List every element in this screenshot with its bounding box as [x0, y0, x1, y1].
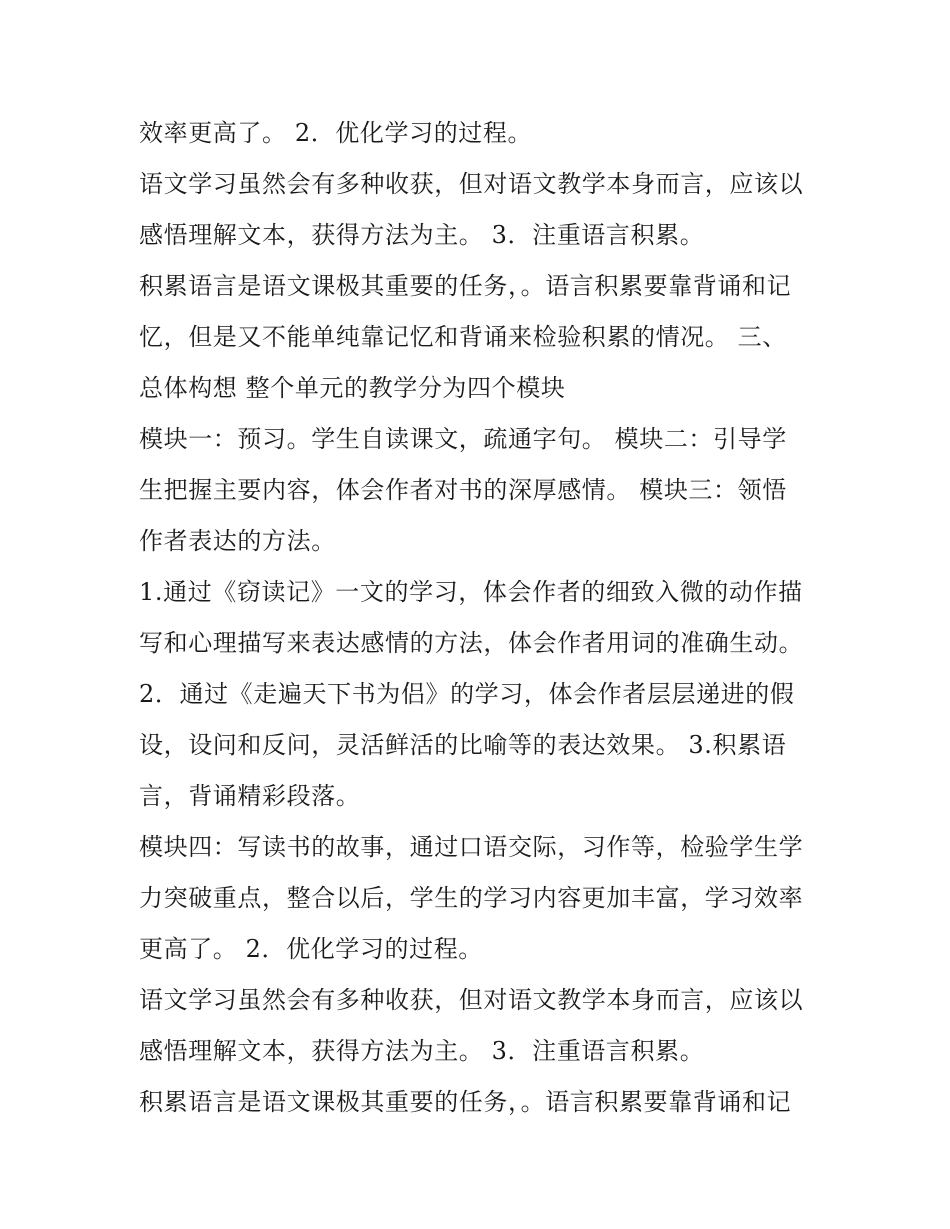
text-line: 积累语言是语文课极其重要的任务，。语言积累要靠背诵和记	[139, 272, 792, 300]
text-line: 总体构想 整个单元的教学分为四个模块	[139, 374, 566, 402]
text-line: 1.通过《窃读记》一文的学习，体会作者的细致入微的动作描	[139, 578, 803, 606]
text-line: 忆，但是又不能单纯靠记忆和背诵来检验积累的情况。 三、	[139, 323, 787, 351]
text-line: 效率更高了。 2．优化学习的过程。	[139, 119, 533, 147]
text-line: 作者表达的方法。	[139, 527, 336, 555]
text-line: 模块四：写读书的故事，通过口语交际，习作等，检验学生学	[139, 833, 804, 861]
text-line: 写和心理描写来表达感情的方法，体会作者用词的准确生动。	[139, 629, 804, 657]
document-body	[139, 108, 829, 1128]
text-line: 积累语言是语文课极其重要的任务，。语言积累要靠背诵和记	[139, 1088, 792, 1116]
text-line: 2．通过《走遍天下书为侣》的学习，体会作者层层递进的假	[139, 680, 795, 708]
text-line: 感悟理解文本，获得方法为主。 3．注重语言积累。	[139, 1037, 705, 1065]
text-line: 感悟理解文本，获得方法为主。 3．注重语言积累。	[139, 221, 705, 249]
text-line: 力突破重点，整合以后，学生的学习内容更加丰富，学习效率	[139, 884, 804, 912]
text-line: 更高了。 2．优化学习的过程。	[139, 935, 483, 963]
text-line: 生把握主要内容，体会作者对书的深厚感情。 模块三：领悟	[139, 476, 787, 504]
text-line: 语文学习虽然会有多种收获，但对语文教学本身而言，应该以	[139, 170, 804, 198]
text-line: 模块一：预习。学生自读课文，疏通字句。 模块二：引导学	[139, 425, 787, 453]
text-line: 言，背诵精彩段落。	[139, 782, 361, 810]
text-line: 设，设问和反问，灵活鲜活的比喻等的表达效果。 3.积累语	[139, 731, 787, 759]
text-line: 语文学习虽然会有多种收获，但对语文教学本身而言，应该以	[139, 986, 804, 1014]
